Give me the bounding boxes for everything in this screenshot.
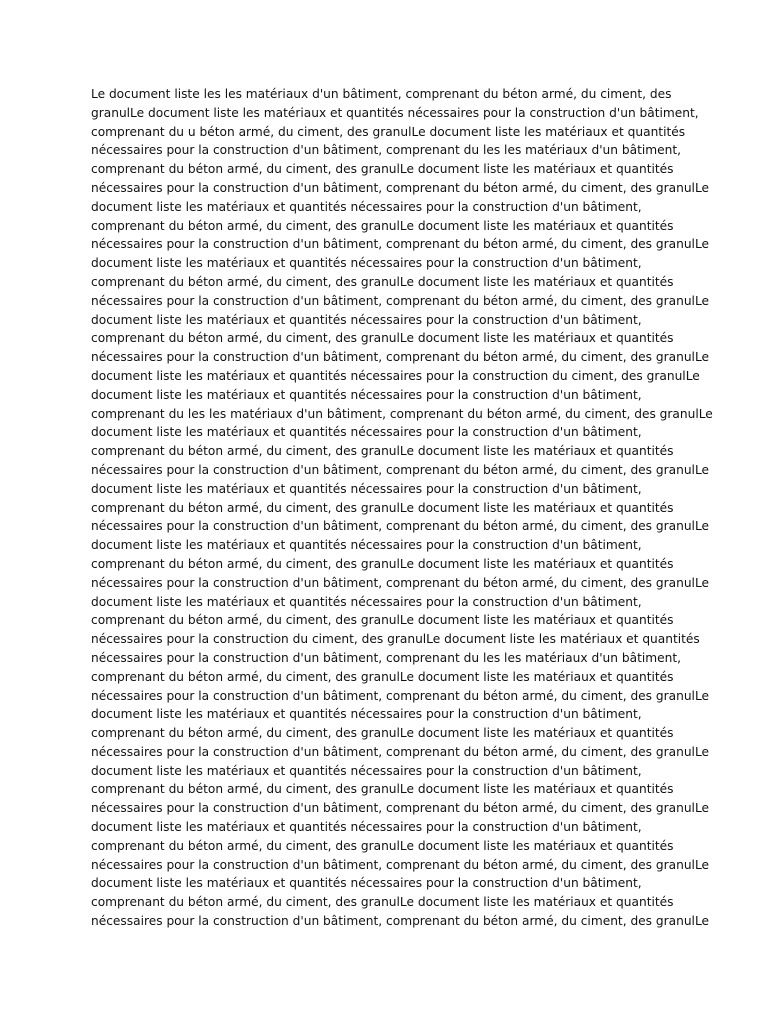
text-line: comprenant du béton armé, du ciment, des granulLe document liste les matériaux et quantités bbox=[91, 838, 674, 853]
document-body bbox=[91, 85, 713, 931]
text-line: document liste les matériaux et quantités nécessaires pour la construction d'un bâtiment, bbox=[91, 707, 642, 722]
text-line: document liste les matériaux et quantités nécessaires pour la construction d'un bâtiment, bbox=[91, 876, 642, 891]
text-line: nécessaires pour la construction d'un bâtiment, comprenant du béton armé, du ciment, des granulLe bbox=[91, 350, 710, 365]
text-line: nécessaires pour la construction d'un bâtiment, comprenant du béton armé, du ciment, des granulLe bbox=[91, 914, 710, 929]
text-line: comprenant du les les matériaux d'un bâtiment, comprenant du béton armé, du ciment, des granulLe bbox=[91, 406, 713, 421]
text-line: comprenant du béton armé, du ciment, des granulLe document liste les matériaux et quantités bbox=[91, 500, 674, 515]
text-line: nécessaires pour la construction d'un bâtiment, comprenant du les les matériaux d'un bâtiment, bbox=[91, 143, 681, 158]
text-line: comprenant du béton armé, du ciment, des granulLe document liste les matériaux et quantités bbox=[91, 613, 674, 628]
text-line: document liste les matériaux et quantités nécessaires pour la construction d'un bâtiment, bbox=[91, 256, 642, 271]
text-line: nécessaires pour la construction d'un bâtiment, comprenant du béton armé, du ciment, des granulLe bbox=[91, 575, 710, 590]
text-line: document liste les matériaux et quantités nécessaires pour la construction du ciment, des granulLe bbox=[91, 368, 700, 383]
text-line: nécessaires pour la construction d'un bâtiment, comprenant du béton armé, du ciment, des granulLe bbox=[91, 688, 710, 703]
text-line: comprenant du béton armé, du ciment, des granulLe document liste les matériaux et quantités bbox=[91, 331, 674, 346]
text-line: comprenant du béton armé, du ciment, des granulLe document liste les matériaux et quantités bbox=[91, 726, 674, 741]
text-line: nécessaires pour la construction d'un bâtiment, comprenant du béton armé, du ciment, des granulLe bbox=[91, 857, 710, 872]
text-line: granulLe document liste les matériaux et quantités nécessaires pour la construction d'un bâtiment, bbox=[91, 105, 699, 120]
text-line: comprenant du béton armé, du ciment, des granulLe document liste les matériaux et quantités bbox=[91, 218, 674, 233]
text-line: comprenant du u béton armé, du ciment, des granulLe document liste les matériaux et quantités bbox=[91, 124, 686, 139]
text-line: nécessaires pour la construction d'un bâtiment, comprenant du béton armé, du ciment, des granulLe bbox=[91, 180, 710, 195]
text-line: document liste les matériaux et quantités nécessaires pour la construction d'un bâtiment, bbox=[91, 312, 642, 327]
text-line: Le document liste les les matériaux d'un bâtiment, comprenant du béton armé, du ciment, des bbox=[91, 87, 672, 101]
text-line: document liste les matériaux et quantités nécessaires pour la construction d'un bâtiment, bbox=[91, 425, 642, 440]
text-line: comprenant du béton armé, du ciment, des granulLe document liste les matériaux et quantités bbox=[91, 444, 674, 459]
text-line: document liste les matériaux et quantités nécessaires pour la construction d'un bâtiment, bbox=[91, 481, 642, 496]
text-line: comprenant du béton armé, du ciment, des granulLe document liste les matériaux et quantités bbox=[91, 782, 674, 797]
text-line: comprenant du béton armé, du ciment, des granulLe document liste les matériaux et quantités bbox=[91, 274, 674, 289]
text-line: nécessaires pour la construction du ciment, des granulLe document liste les matériaux et quantités bbox=[91, 632, 700, 647]
text-line: nécessaires pour la construction d'un bâtiment, comprenant du béton armé, du ciment, des granulLe bbox=[91, 801, 710, 816]
text-line: document liste les matériaux et quantités nécessaires pour la construction d'un bâtiment, bbox=[91, 820, 642, 835]
text-line: document liste les matériaux et quantités nécessaires pour la construction d'un bâtiment, bbox=[91, 199, 642, 214]
text-line: document liste les matériaux et quantités nécessaires pour la construction d'un bâtiment, bbox=[91, 538, 642, 553]
text-line: comprenant du béton armé, du ciment, des granulLe document liste les matériaux et quantités bbox=[91, 669, 674, 684]
text-line: nécessaires pour la construction d'un bâtiment, comprenant du les les matériaux d'un bâtiment, bbox=[91, 650, 681, 665]
text-line: document liste les matériaux et quantités nécessaires pour la construction d'un bâtiment, bbox=[91, 763, 642, 778]
text-line: nécessaires pour la construction d'un bâtiment, comprenant du béton armé, du ciment, des granulLe bbox=[91, 237, 710, 252]
text-line: comprenant du béton armé, du ciment, des granulLe document liste les matériaux et quantités bbox=[91, 162, 674, 177]
text-line: nécessaires pour la construction d'un bâtiment, comprenant du béton armé, du ciment, des granulLe bbox=[91, 462, 710, 477]
text-line: comprenant du béton armé, du ciment, des granulLe document liste les matériaux et quantités bbox=[91, 556, 674, 571]
text-line: nécessaires pour la construction d'un bâtiment, comprenant du béton armé, du ciment, des granulLe bbox=[91, 293, 710, 308]
text-line: nécessaires pour la construction d'un bâtiment, comprenant du béton armé, du ciment, des granulLe bbox=[91, 744, 710, 759]
text-line: comprenant du béton armé, du ciment, des granulLe document liste les matériaux et quantités bbox=[91, 895, 674, 910]
text-line: document liste les matériaux et quantités nécessaires pour la construction d'un bâtiment, bbox=[91, 387, 642, 402]
text-line: nécessaires pour la construction d'un bâtiment, comprenant du béton armé, du ciment, des granulLe bbox=[91, 519, 710, 534]
text-line: document liste les matériaux et quantités nécessaires pour la construction d'un bâtiment, bbox=[91, 594, 642, 609]
